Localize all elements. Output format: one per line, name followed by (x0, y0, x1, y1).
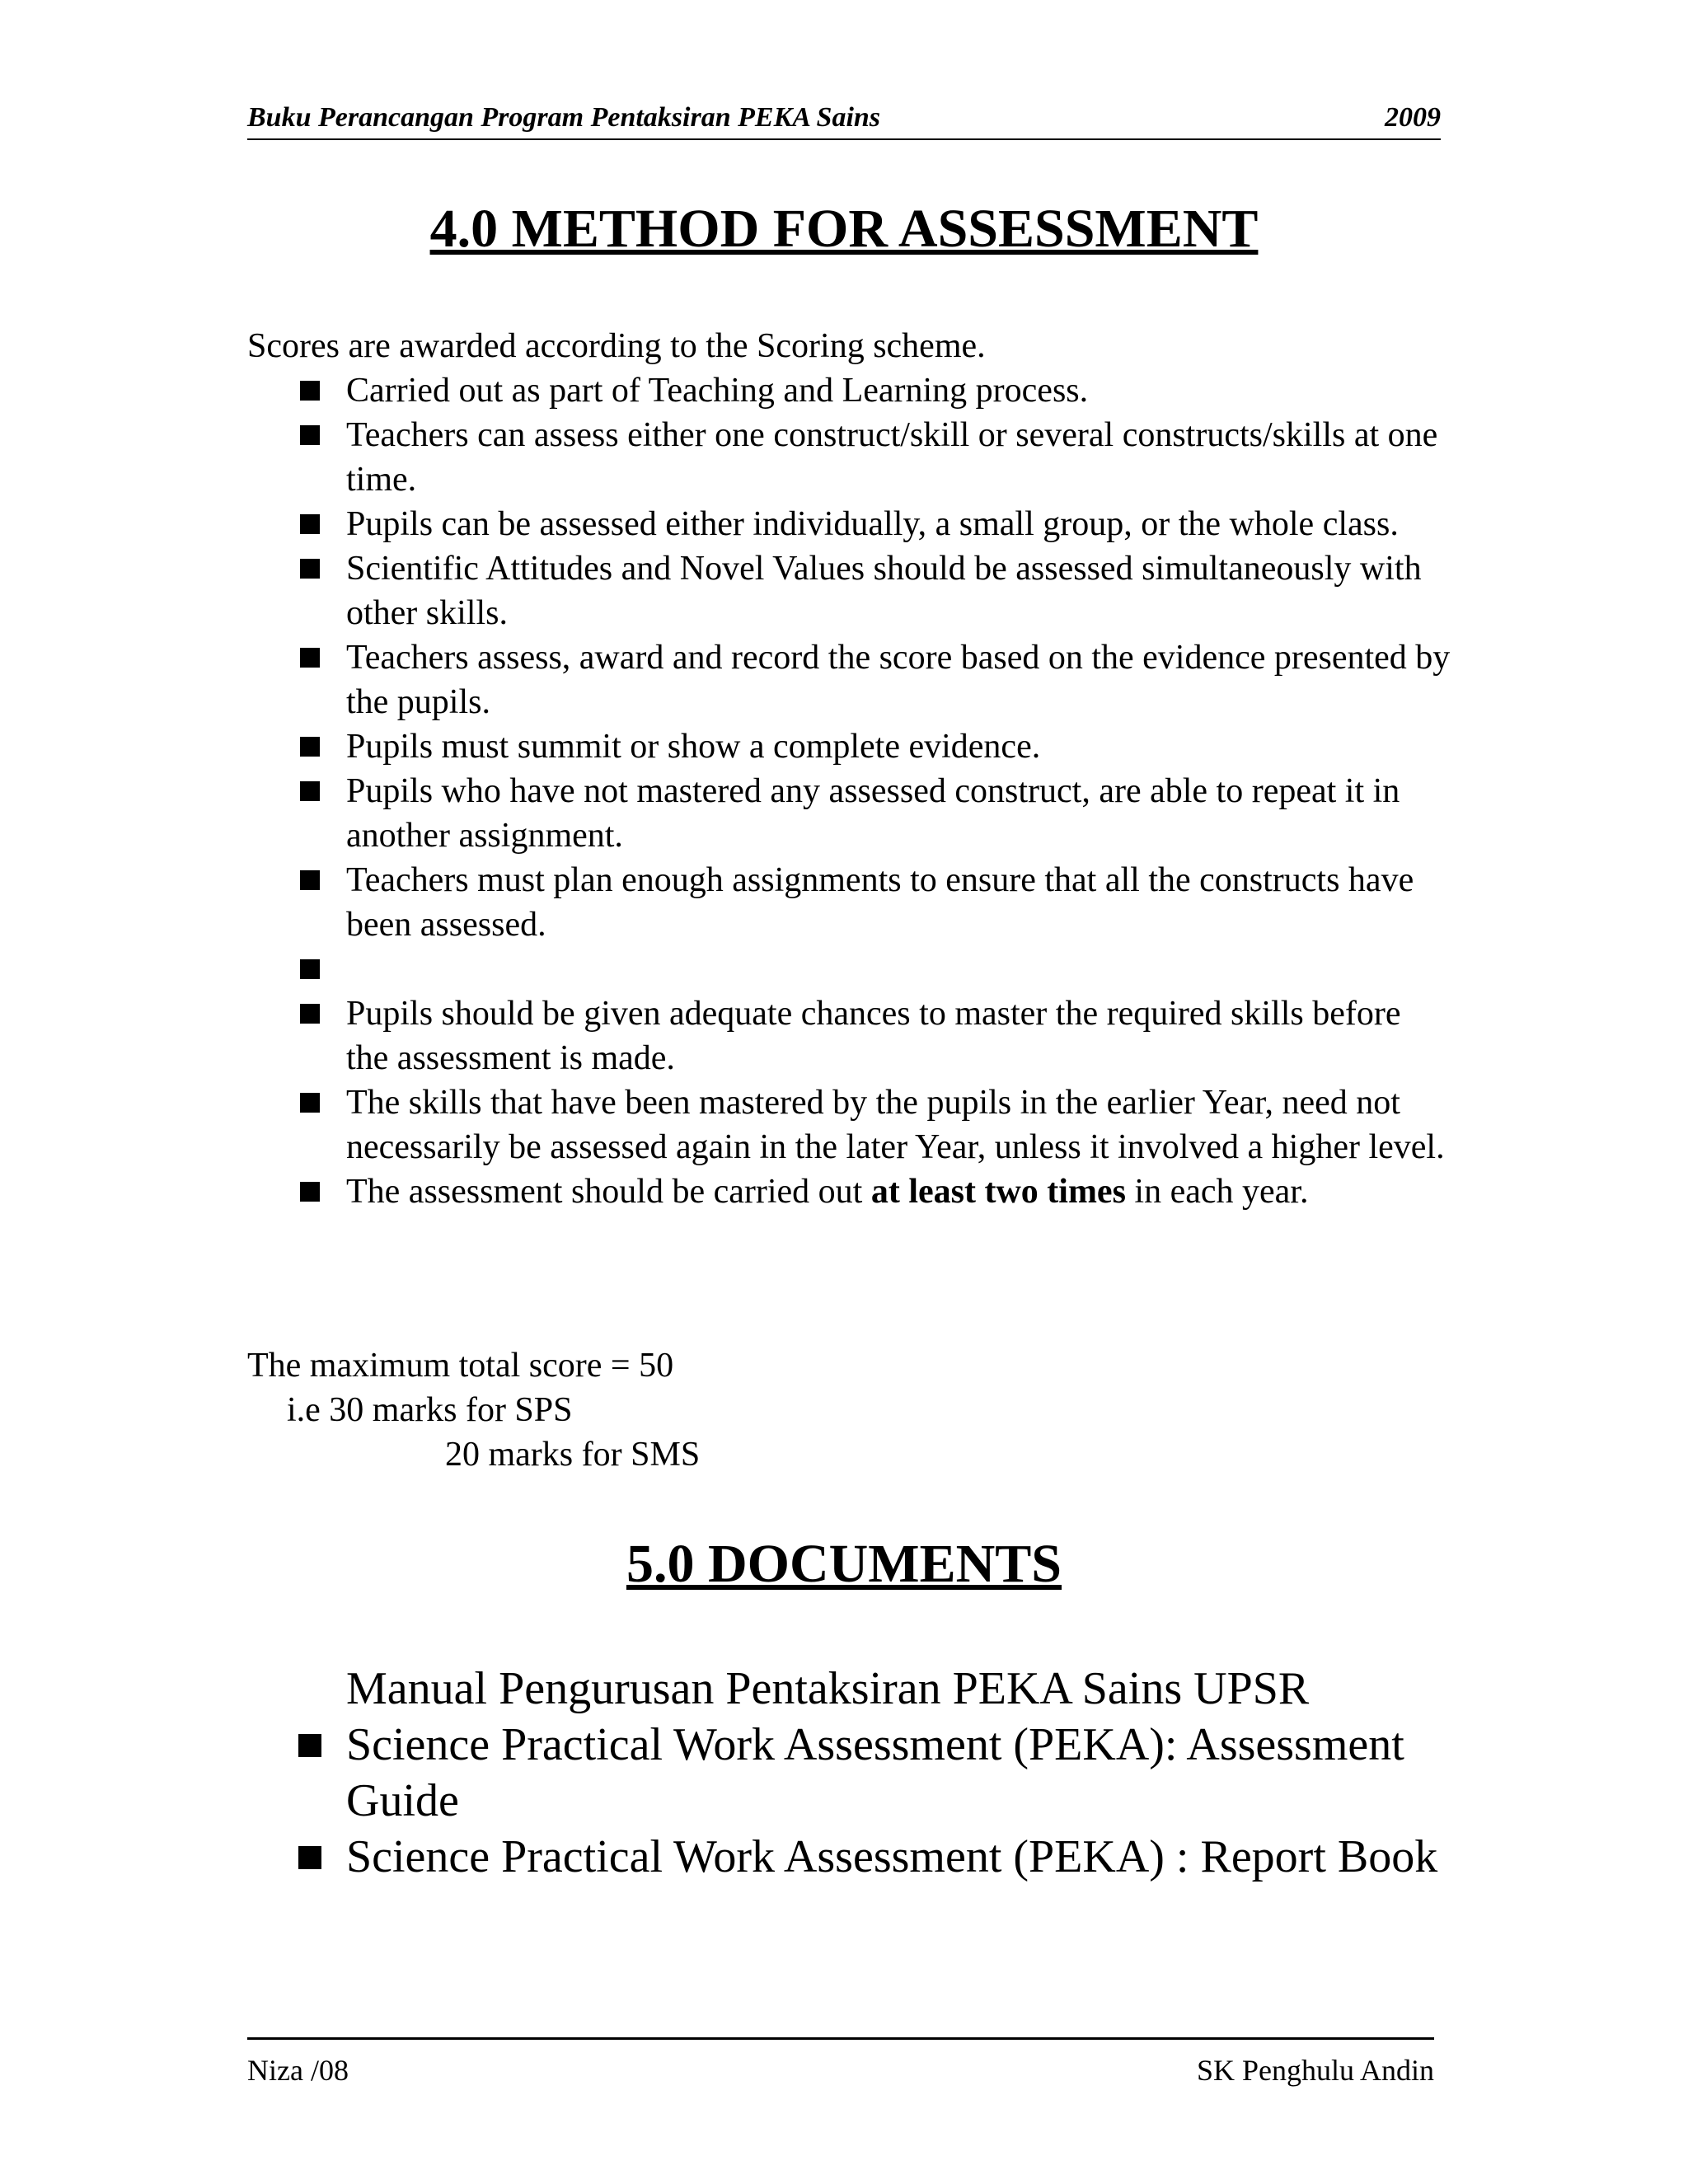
document-item (297, 1661, 1451, 1717)
list-item (297, 724, 1451, 769)
list-item-text: Scientific Attitudes and Novel Values should be assessed simultaneously with other skills. (346, 550, 1422, 632)
sps-marks-line: i.e 30 marks for SPS (287, 1391, 573, 1429)
documents-list (297, 1661, 1451, 1885)
square-bullet-icon (300, 648, 320, 668)
square-bullet-icon (298, 1846, 321, 1869)
page-footer (247, 2037, 1434, 2089)
list-item (297, 991, 1451, 1080)
square-bullet-icon (300, 559, 320, 579)
list-item (297, 546, 1451, 635)
document-item (297, 1717, 1451, 1829)
sms-marks-line: 20 marks for SMS (445, 1436, 701, 1474)
square-bullet-icon (300, 1004, 320, 1024)
square-bullet-icon (300, 1093, 320, 1113)
list-item (297, 1080, 1451, 1169)
square-bullet-icon (300, 781, 320, 801)
list-item (297, 635, 1451, 724)
page-header (247, 97, 1441, 140)
list-item-text: Pupils must summit or show a complete evidence. (346, 728, 1041, 766)
list-item-text-after: in each year. (1125, 1173, 1309, 1211)
document-item (297, 1829, 1451, 1885)
square-bullet-icon (300, 737, 320, 757)
list-item-empty (297, 947, 1451, 991)
document-item-text: Science Practical Work Assessment (PEKA): Assessment Guide (346, 1719, 1404, 1826)
header-document-title: Buku Perancangan Program Pentaksiran PEKA Sains (247, 102, 881, 133)
list-item (297, 502, 1451, 546)
list-item (297, 769, 1451, 858)
list-item-text-before: The assessment should be carried out (346, 1173, 871, 1211)
assessment-bullet-list (297, 368, 1451, 1214)
list-item-text: Pupils can be assessed either individually, a small group, or the whole class. (346, 505, 1399, 543)
list-item-text: Pupils who have not mastered any assessed construct, are able to repeat it in another assignment. (346, 772, 1400, 855)
list-item (297, 1169, 1451, 1214)
section-title-documents: 5.0 DOCUMENTS (626, 1534, 1062, 1594)
square-bullet-icon (298, 1734, 321, 1757)
list-item-text-bold: at least two times (870, 1173, 1126, 1211)
max-score-line: The maximum total score = 50 (247, 1347, 674, 1385)
square-bullet-icon (300, 381, 320, 401)
list-item-text: The skills that have been mastered by the pupils in the earlier Year, need not necessarily be assessed again in the later Year, unless it involved a higher level. (346, 1084, 1445, 1166)
square-bullet-icon (300, 425, 320, 445)
list-item (297, 858, 1451, 947)
square-bullet-icon (300, 870, 320, 890)
square-bullet-icon (300, 514, 320, 534)
max-score-block (247, 1343, 700, 1477)
list-item-text: Teachers must plan enough assignments to ensure that all the constructs have been assessed. (346, 861, 1414, 944)
footer-school: SK Penghulu Andin (1196, 2054, 1434, 2087)
intro-text: Scores are awarded according to the Scoring scheme. (247, 327, 986, 365)
list-item-text: Teachers assess, award and record the score based on the evidence presented by the pupils. (346, 639, 1451, 721)
square-bullet-icon (300, 959, 320, 979)
list-item-text: Carried out as part of Teaching and Learning process. (346, 372, 1089, 410)
list-item (297, 368, 1451, 413)
square-bullet-icon (300, 1182, 320, 1202)
document-item-text: Manual Pengurusan Pentaksiran PEKA Sains UPSR (346, 1663, 1310, 1714)
header-year: 2009 (1385, 102, 1441, 133)
list-item-text: Teachers can assess either one construct/skill or several constructs/skills at one time. (346, 416, 1438, 499)
document-item-text: Science Practical Work Assessment (PEKA) : Report Book (346, 1831, 1438, 1882)
footer-author: Niza /08 (247, 2054, 349, 2087)
list-item-text: Pupils should be given adequate chances to master the required skills before the assessment is made. (346, 995, 1401, 1077)
section-title-assessment: 4.0 METHOD FOR ASSESSMENT (429, 199, 1259, 259)
list-item (297, 413, 1451, 502)
